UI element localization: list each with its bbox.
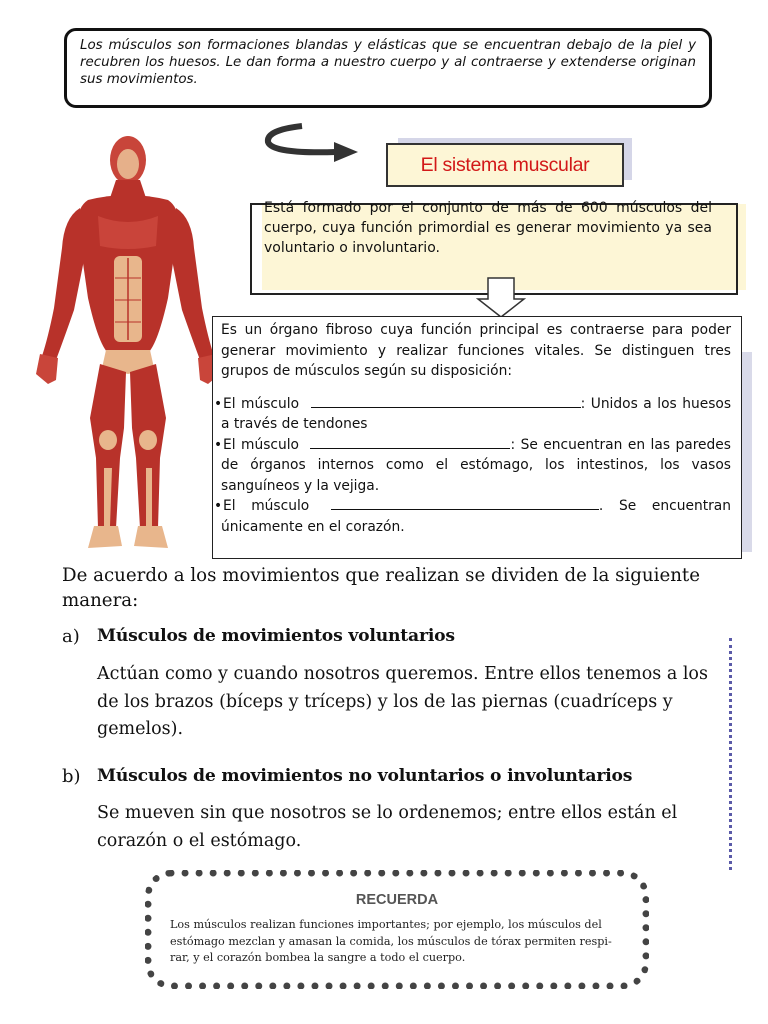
intro-text: Los músculos son formaciones blandas y elásticas que se encuentran debajo de la piel y recubren los huesos. Le dan forma a nuestro cuerpo y al contraerse y extenderse originan sus movimientos.	[80, 38, 696, 87]
dotted-margin-line	[729, 638, 736, 870]
curved-arrow-icon	[262, 122, 362, 162]
down-arrow-icon	[476, 277, 526, 319]
blank-field[interactable]	[311, 394, 581, 408]
recuerda-text: Los músculos realizan funciones importantes; por ejemplo, los músculos del estómago mezclan y amasan la comida, los músculos de tórax permiten respi-rar, y el corazón bombea la sangre a todo el cuerpo.	[170, 918, 612, 964]
page-title: El sistema muscular	[420, 154, 590, 176]
section-a-title: Músculos de movimientos voluntarios	[97, 626, 455, 646]
section-a-letter: a)	[62, 626, 80, 647]
section-b-body: Se mueven sin que nosotros se lo ordenemos; entre ellos están el corazón o el estómago.	[97, 803, 678, 851]
title-box	[386, 143, 624, 187]
organ-content	[214, 320, 732, 537]
definition-text: Está formado por el conjunto de más de 600 músculos del cuerpo, cuya función primordial es generar movimiento ya sea voluntario o involuntario.	[264, 200, 712, 256]
recuerda-title: RECUERDA	[355, 892, 439, 908]
bullet-skeletal: • El músculo : Unidos a los huesos a través de tendones	[214, 395, 732, 432]
intro-box	[64, 28, 712, 108]
movements-intro: De acuerdo a los movimientos que realizan se dividen de la siguiente manera:	[62, 565, 700, 611]
organ-description: Es un órgano fibroso cuya función principal es contraerse para poder generar movimiento y realizar funciones vitales. Se distinguen tres grupos de músculos según su disposición:	[221, 322, 731, 379]
section-b-title: Músculos de movimientos no voluntarios o involuntarios	[97, 766, 633, 786]
blank-field[interactable]	[310, 435, 510, 449]
section-b-letter: b)	[62, 766, 81, 787]
blank-field[interactable]	[331, 496, 599, 510]
bullet-cardiac: • El músculo . Se encuentran únicamente en el corazón.	[214, 498, 731, 535]
recuerda-box	[145, 870, 649, 989]
muscular-body-illustration	[28, 128, 228, 568]
section-a-body: Actúan como y cuando nosotros queremos. Entre ellos tenemos a los de los brazos (bíceps y tríceps) y los de las piernas (cuadríceps y gemelos).	[97, 664, 708, 739]
bullet-smooth: • El músculo : Se encuentran en las paredes de órganos internos como el estómago, los intestinos, los vasos sanguíneos y la vejiga.	[214, 436, 731, 494]
